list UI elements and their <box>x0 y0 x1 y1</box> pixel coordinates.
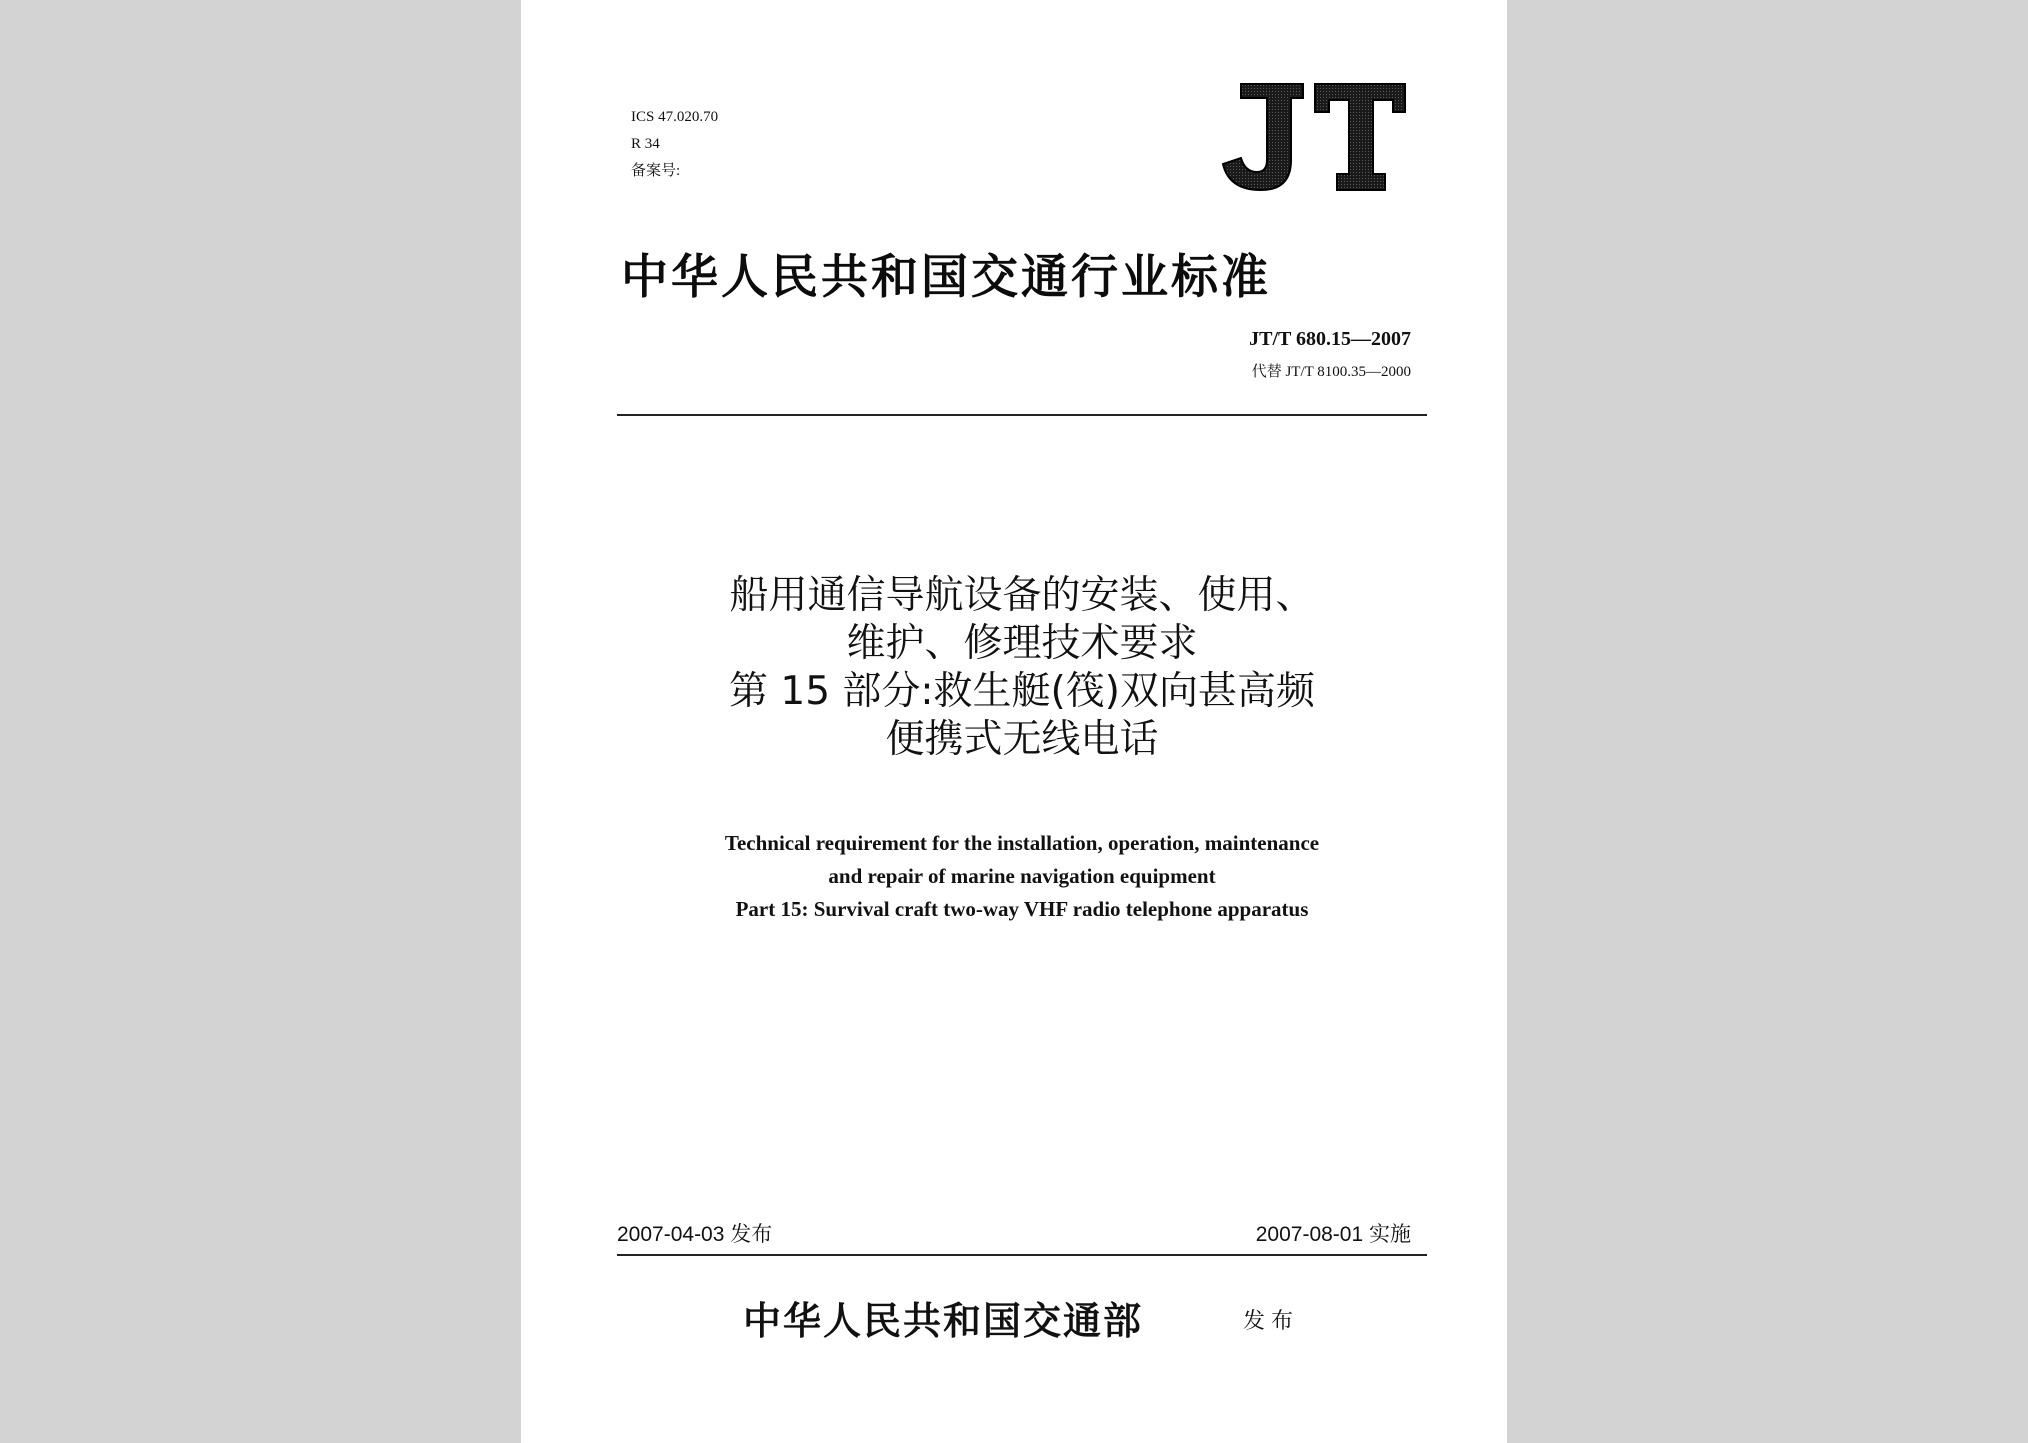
english-title-line: Part 15: Survival craft two-way VHF radio telephone apparatus <box>735 897 1309 921</box>
ccs-code: R 34 <box>631 136 660 152</box>
ics-code: ICS 47.020.70 <box>631 109 719 125</box>
record-number-label: 备案号: <box>631 163 681 179</box>
chinese-title-line: 维护、修理技术要求 <box>846 621 1198 666</box>
english-title-line: Technical requirement for the installation, operation, maintenance <box>724 831 1320 855</box>
publish-date: 2007-04-03 发布 <box>617 1223 773 1246</box>
jt-logo <box>1211 78 1411 198</box>
issue-label: 发布 <box>1243 1309 1300 1334</box>
english-title <box>617 827 1427 926</box>
chinese-title <box>617 572 1427 764</box>
chinese-title-line: 便携式无线电话 <box>885 717 1159 762</box>
issuing-authority: 中华人民共和国交通部 <box>743 1298 1144 1343</box>
header-divider <box>617 414 1427 416</box>
effective-date: 2007-08-01 实施 <box>1255 1223 1411 1246</box>
footer-divider <box>617 1254 1427 1256</box>
document-page <box>521 0 1507 1443</box>
replaces-standard: 代替 JT/T 8100.35—2000 <box>1251 364 1411 380</box>
chinese-title-line: 船用通信导航设备的安装、使用、 <box>729 573 1315 618</box>
standard-number: JT/T 680.15—2007 <box>1249 328 1411 350</box>
chinese-title-line: 第 15 部分:救生艇(筏)双向甚高频 <box>729 669 1315 714</box>
classification-block <box>631 104 718 185</box>
english-title-line: and repair of marine navigation equipment <box>828 864 1216 888</box>
standard-organization-title: 中华人民共和国交通行业标准 <box>621 250 1271 305</box>
